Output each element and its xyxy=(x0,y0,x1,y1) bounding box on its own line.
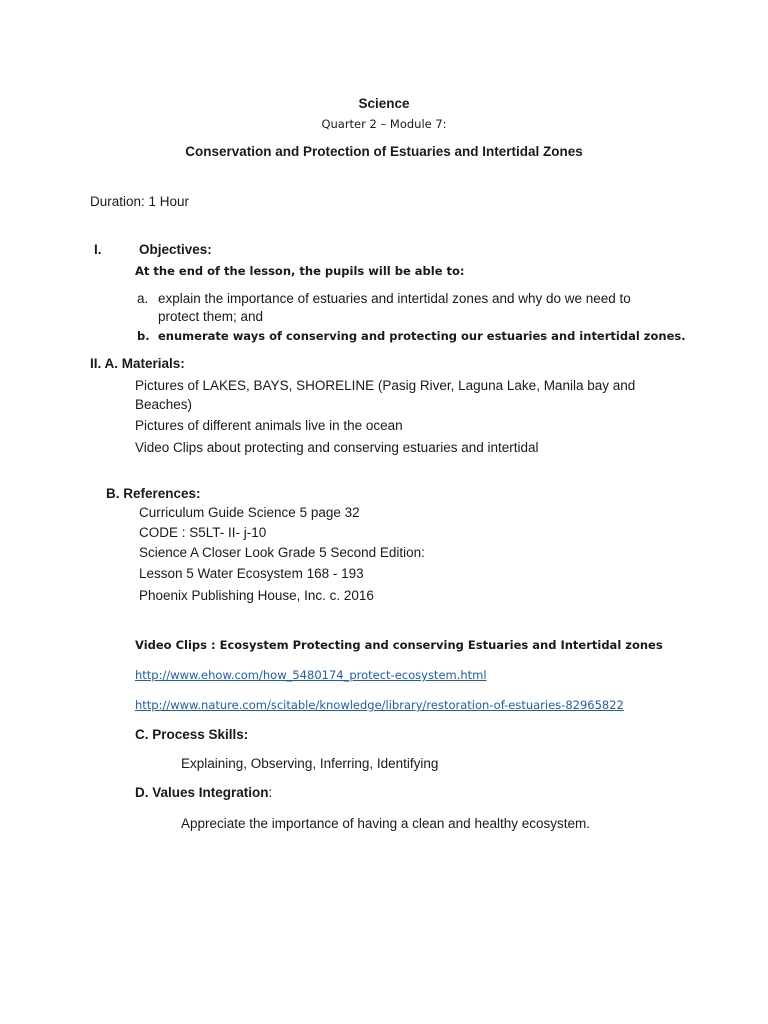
subject-title: Science xyxy=(358,96,410,111)
objective-a-line1: explain the importance of estuaries and intertidal zones and why do we need to xyxy=(158,291,631,306)
duration: Duration: 1 Hour xyxy=(90,194,190,209)
materials-line: Pictures of different animals live in the ocean xyxy=(135,418,403,433)
values-heading-row xyxy=(135,785,272,800)
process-skills-text: Explaining, Observing, Inferring, Identifying xyxy=(181,756,439,771)
reference-line: CODE : S5LT- II- j-10 xyxy=(139,525,267,540)
process-skills-heading: C. Process Skills: xyxy=(135,727,249,742)
objective-a-line2: protect them; and xyxy=(158,309,264,324)
materials-line: Video Clips about protecting and conserving estuaries and intertidal xyxy=(135,440,539,455)
objectives-heading: Objectives: xyxy=(139,242,212,257)
objectives-numeral: I. xyxy=(94,242,102,257)
values-colon: : xyxy=(268,785,273,800)
values-heading: D. Values Integration xyxy=(135,785,269,800)
ehow-link[interactable]: http://www.ehow.com/how_5480174_protect-ecosystem.html xyxy=(135,668,487,682)
objective-b-marker: b. xyxy=(137,329,150,343)
video-clips-label: Video Clips : Ecosystem Protecting and conserving Estuaries and Intertidal zones xyxy=(135,638,663,652)
materials-line: Pictures of LAKES, BAYS, SHORELINE (Pasig River, Laguna Lake, Manila bay and xyxy=(135,378,636,393)
references-heading: B. References: xyxy=(106,486,201,501)
objective-b-text: enumerate ways of conserving and protecting our estuaries and intertidal zones. xyxy=(158,329,686,343)
nature-link[interactable]: http://www.nature.com/scitable/knowledge/library/restoration-of-estuaries-82965822 xyxy=(135,698,624,712)
materials-heading: II. A. Materials: xyxy=(90,356,185,371)
reference-line: Phoenix Publishing House, Inc. c. 2016 xyxy=(139,588,374,603)
module-label: Quarter 2 – Module 7: xyxy=(321,117,447,131)
objective-a-marker: a. xyxy=(137,291,149,306)
reference-line: Curriculum Guide Science 5 page 32 xyxy=(139,505,360,520)
reference-line: Lesson 5 Water Ecosystem 168 - 193 xyxy=(139,566,364,581)
reference-line: Science A Closer Look Grade 5 Second Edition: xyxy=(139,545,425,560)
values-text: Appreciate the importance of having a clean and healthy ecosystem. xyxy=(181,816,590,831)
objectives-intro: At the end of the lesson, the pupils will be able to: xyxy=(135,264,465,278)
lesson-title: Conservation and Protection of Estuaries and Intertidal Zones xyxy=(185,144,583,159)
materials-line: Beaches) xyxy=(135,397,193,412)
